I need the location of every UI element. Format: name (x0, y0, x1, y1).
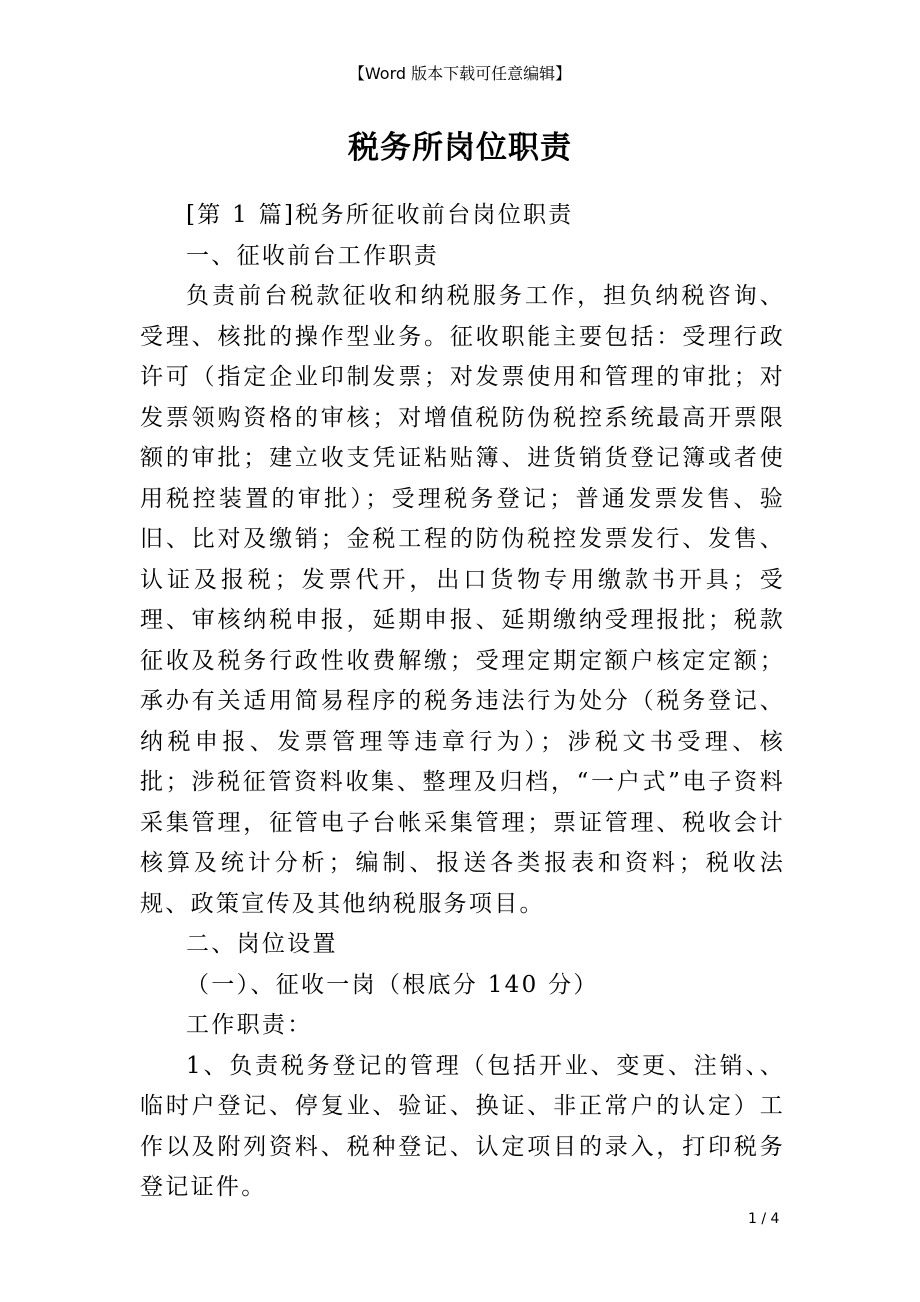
subsection-heading: 二、岗位设置 (186, 931, 338, 957)
body-paragraph: 负责前台税款征收和纳税服务工作，担负纳税咨询、受理、核批的操作型业务。征收职能主要包括：受理行政许可（指定企业印制发票；对发票使用和管理的审批；对发票领购资格的审核；对增值税防伪税控系统最高开票限额的审批；建立收支凭证粘贴簿、进货销货登记簿或者使用税控装置的审批）；受理税务登记；普通发票发售、验旧、比对及缴销；金税工程的防伪税控发票发行、发售、认证及报税；发票代开，出口货物专用缴款书开具；受理、审核纳税申报，延期申报、延期缴纳受理报批；税款征收及税务行政性收费解缴；受理定期定额户核定定额；承办有关适用简易程序的税务违法行为处分（税务登记、纳税申报、发票管理等违章行为）；涉税文书受理、核批；涉税征管资料收集、整理及归档，“一户式”电子资料采集管理，征管电子台帐采集管理；票证管理、税收会计核算及统计分析；编制、报送各类报表和资料；税收法规、政策宣传及其他纳税服务项目。 (140, 283, 785, 917)
page-number: 1 / 4 (748, 1211, 780, 1227)
subsection-heading: 一、征收前台工作职责 (186, 242, 439, 269)
document-body (140, 195, 785, 1208)
duty-label: 工作职责： (186, 1012, 313, 1038)
download-note: 【Word 版本下载可任意编辑】 (348, 64, 572, 83)
document-title: 税务所岗位职责 (348, 130, 572, 166)
position-heading: （一）、征收一岗（根底分 140 分） (186, 971, 599, 998)
section-heading: [第 1 篇]税务所征收前台岗位职责 (186, 202, 574, 228)
body-paragraph: 1、负责税务登记的管理（包括开业、变更、注销、、临时户登记、停复业、验证、换证、非正常户的认定）工作以及附列资料、税种登记、认定项目的录入，打印税务登记证件。 (140, 1052, 785, 1200)
